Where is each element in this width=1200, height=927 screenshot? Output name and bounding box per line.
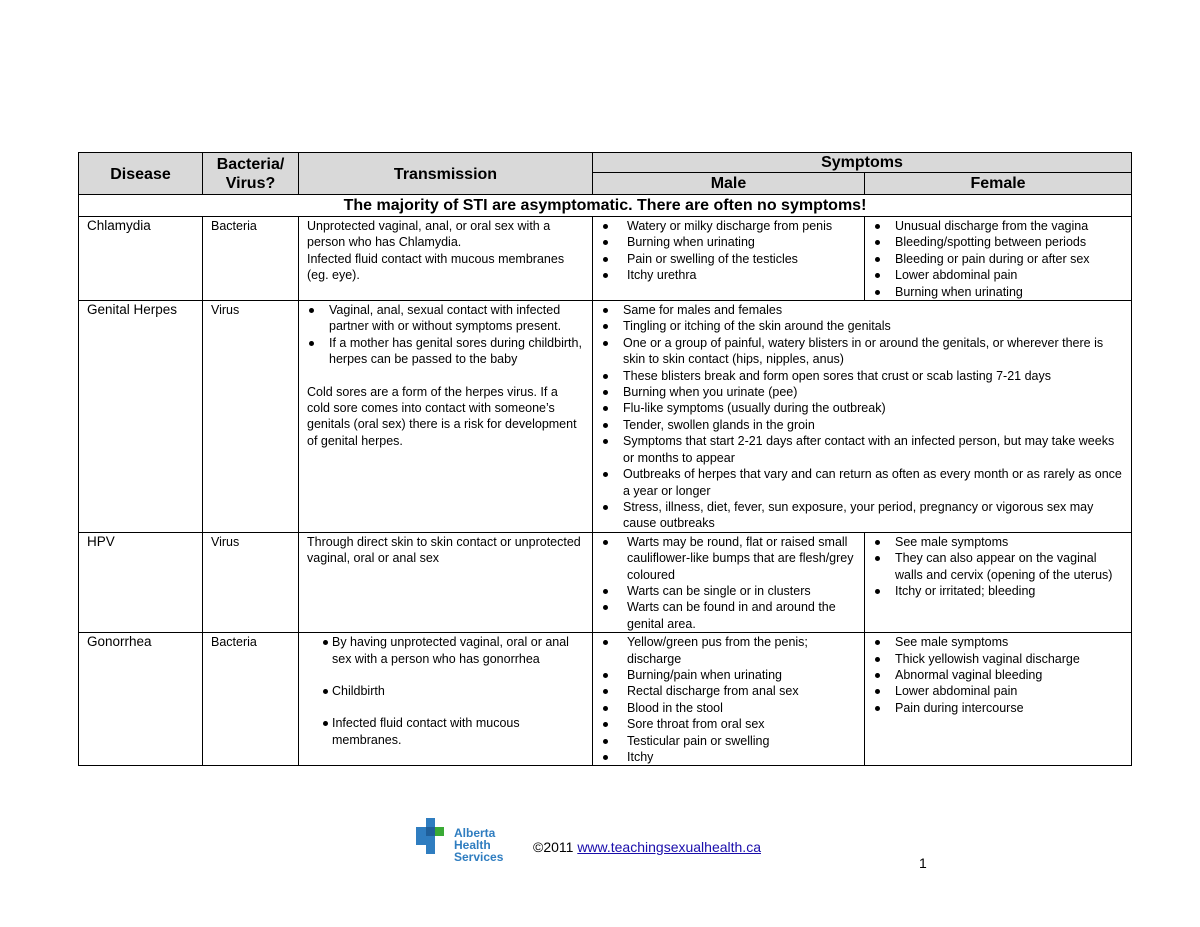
table-row: [79, 301, 1132, 533]
list-item: These blisters break and form open sores that crust or scab lasting 7-21 days: [601, 368, 1123, 384]
header-transmission: Transmission: [299, 153, 593, 195]
transmission-note: Cold sores are a form of the herpes virus. If a cold sore comes into contact with someone’s genitals (oral sex) there is a risk for development of genital herpes.: [307, 384, 577, 448]
list-item: Testicular pain or swelling: [601, 733, 856, 749]
list-item: Pain during intercourse: [873, 700, 1123, 716]
list-item: Itchy or irritated; bleeding: [873, 583, 1123, 599]
list-item: Warts may be round, flat or raised small cauliflower-like bumps that are flesh/grey coloured: [601, 534, 856, 583]
disease-name: HPV: [79, 532, 203, 632]
list-item: Tender, swollen glands in the groin: [601, 417, 1123, 433]
header-female: Female: [865, 173, 1132, 195]
list-item: Warts can be single or in clusters: [601, 583, 856, 599]
header-male: Male: [593, 173, 865, 195]
list-item: Stress, illness, diet, fever, sun exposure, your period, pregnancy or vigorous sex may cause outbreaks: [601, 499, 1123, 532]
list-item: Vaginal, anal, sexual contact with infected partner with or without symptoms present.: [307, 302, 584, 335]
cross-icon: [416, 818, 452, 854]
list-item: Watery or milky discharge from penis: [601, 218, 856, 234]
list-item: If a mother has genital sores during childbirth, herpes can be passed to the baby: [307, 335, 584, 368]
transmission-cell: [299, 301, 593, 533]
transmission-line: Through direct skin to skin contact or unprotected vaginal, oral or anal sex: [307, 534, 581, 566]
transmission-line: Infected fluid contact with mucous membranes (eg. eye).: [307, 251, 565, 283]
list-item: Symptoms that start 2-21 days after contact with an infected person, but may take weeks or months to appear: [601, 433, 1123, 466]
list-item: Tingling or itching of the skin around the genitals: [601, 318, 1123, 334]
male-symptoms-cell: [593, 532, 865, 632]
page-number: 1: [919, 855, 927, 871]
list-item: One or a group of painful, watery blisters in or around the genitals, or wherever there is skin to skin contact (hips, nipples, anus): [601, 335, 1123, 368]
female-symptoms-cell: [865, 532, 1132, 632]
website-link[interactable]: www.teachingsexualhealth.ca: [577, 839, 761, 855]
logo-text: Alberta Health Services: [454, 826, 504, 864]
copyright-line: [533, 839, 761, 855]
male-symptoms-cell: [593, 217, 865, 301]
list-item: See male symptoms: [873, 534, 1123, 550]
list-item: Childbirth: [307, 683, 584, 699]
list-item: Itchy: [601, 749, 856, 765]
disease-name: Gonorrhea: [79, 633, 203, 766]
transmission-cell: [299, 532, 593, 632]
list-item: See male symptoms: [873, 634, 1123, 650]
header-symptoms: Symptoms: [593, 153, 1132, 173]
female-symptoms-cell: [865, 633, 1132, 766]
list-item: Infected fluid contact with mucous membranes.: [307, 715, 584, 748]
list-item: Thick yellowish vaginal discharge: [873, 651, 1123, 667]
disease-type: Bacteria: [203, 217, 299, 301]
list-item: Blood in the stool: [601, 700, 856, 716]
table-row: [79, 217, 1132, 301]
asymptomatic-banner: The majority of STI are asymptomatic. There are often no symptoms!: [79, 195, 1132, 217]
list-item: They can also appear on the vaginal walls and cervix (opening of the uterus): [873, 550, 1123, 583]
table-row: [79, 633, 1132, 766]
list-item: Abnormal vaginal bleeding: [873, 667, 1123, 683]
list-item: Rectal discharge from anal sex: [601, 683, 856, 699]
disease-type: Virus: [203, 532, 299, 632]
page-footer: [416, 818, 816, 864]
disease-name: Genital Herpes: [79, 301, 203, 533]
alberta-health-services-logo: [416, 818, 536, 864]
list-item: Flu-like symptoms (usually during the outbreak): [601, 400, 1123, 416]
list-item: Sore throat from oral sex: [601, 716, 856, 732]
list-item: Burning/pain when urinating: [601, 667, 856, 683]
list-item: Warts can be found in and around the genital area.: [601, 599, 856, 632]
list-item: Yellow/green pus from the penis; discharge: [601, 634, 856, 667]
transmission-cell: [299, 217, 593, 301]
list-item: Burning when urinating: [873, 284, 1123, 300]
list-item: Same for males and females: [601, 302, 1123, 318]
list-item: Bleeding or pain during or after sex: [873, 251, 1123, 267]
list-item: Outbreaks of herpes that vary and can return as often as every month or as rarely as once a year or longer: [601, 466, 1123, 499]
list-item: Lower abdominal pain: [873, 683, 1123, 699]
disease-type: Virus: [203, 301, 299, 533]
transmission-cell: [299, 633, 593, 766]
transmission-line: Unprotected vaginal, anal, or oral sex with a person who has Chlamydia.: [307, 219, 551, 250]
list-item: Burning when you urinate (pee): [601, 384, 1123, 400]
shared-symptoms-cell: [593, 301, 1132, 533]
table-row: [79, 532, 1132, 632]
list-item: Unusual discharge from the vagina: [873, 218, 1123, 234]
list-item: Itchy urethra: [601, 267, 856, 283]
disease-name: Chlamydia: [79, 217, 203, 301]
header-disease: Disease: [79, 153, 203, 195]
male-symptoms-cell: [593, 633, 865, 766]
list-item: Pain or swelling of the testicles: [601, 251, 856, 267]
disease-type: Bacteria: [203, 633, 299, 766]
list-item: Burning when urinating: [601, 234, 856, 250]
female-symptoms-cell: [865, 217, 1132, 301]
header-bacteria-virus: Bacteria/ Virus?: [203, 153, 299, 195]
list-item: By having unprotected vaginal, oral or anal sex with a person who has gonorrhea: [307, 634, 584, 667]
sti-table: [78, 152, 1132, 766]
list-item: Lower abdominal pain: [873, 267, 1123, 283]
list-item: Bleeding/spotting between periods: [873, 234, 1123, 250]
copyright-text: ©2011: [533, 839, 578, 855]
